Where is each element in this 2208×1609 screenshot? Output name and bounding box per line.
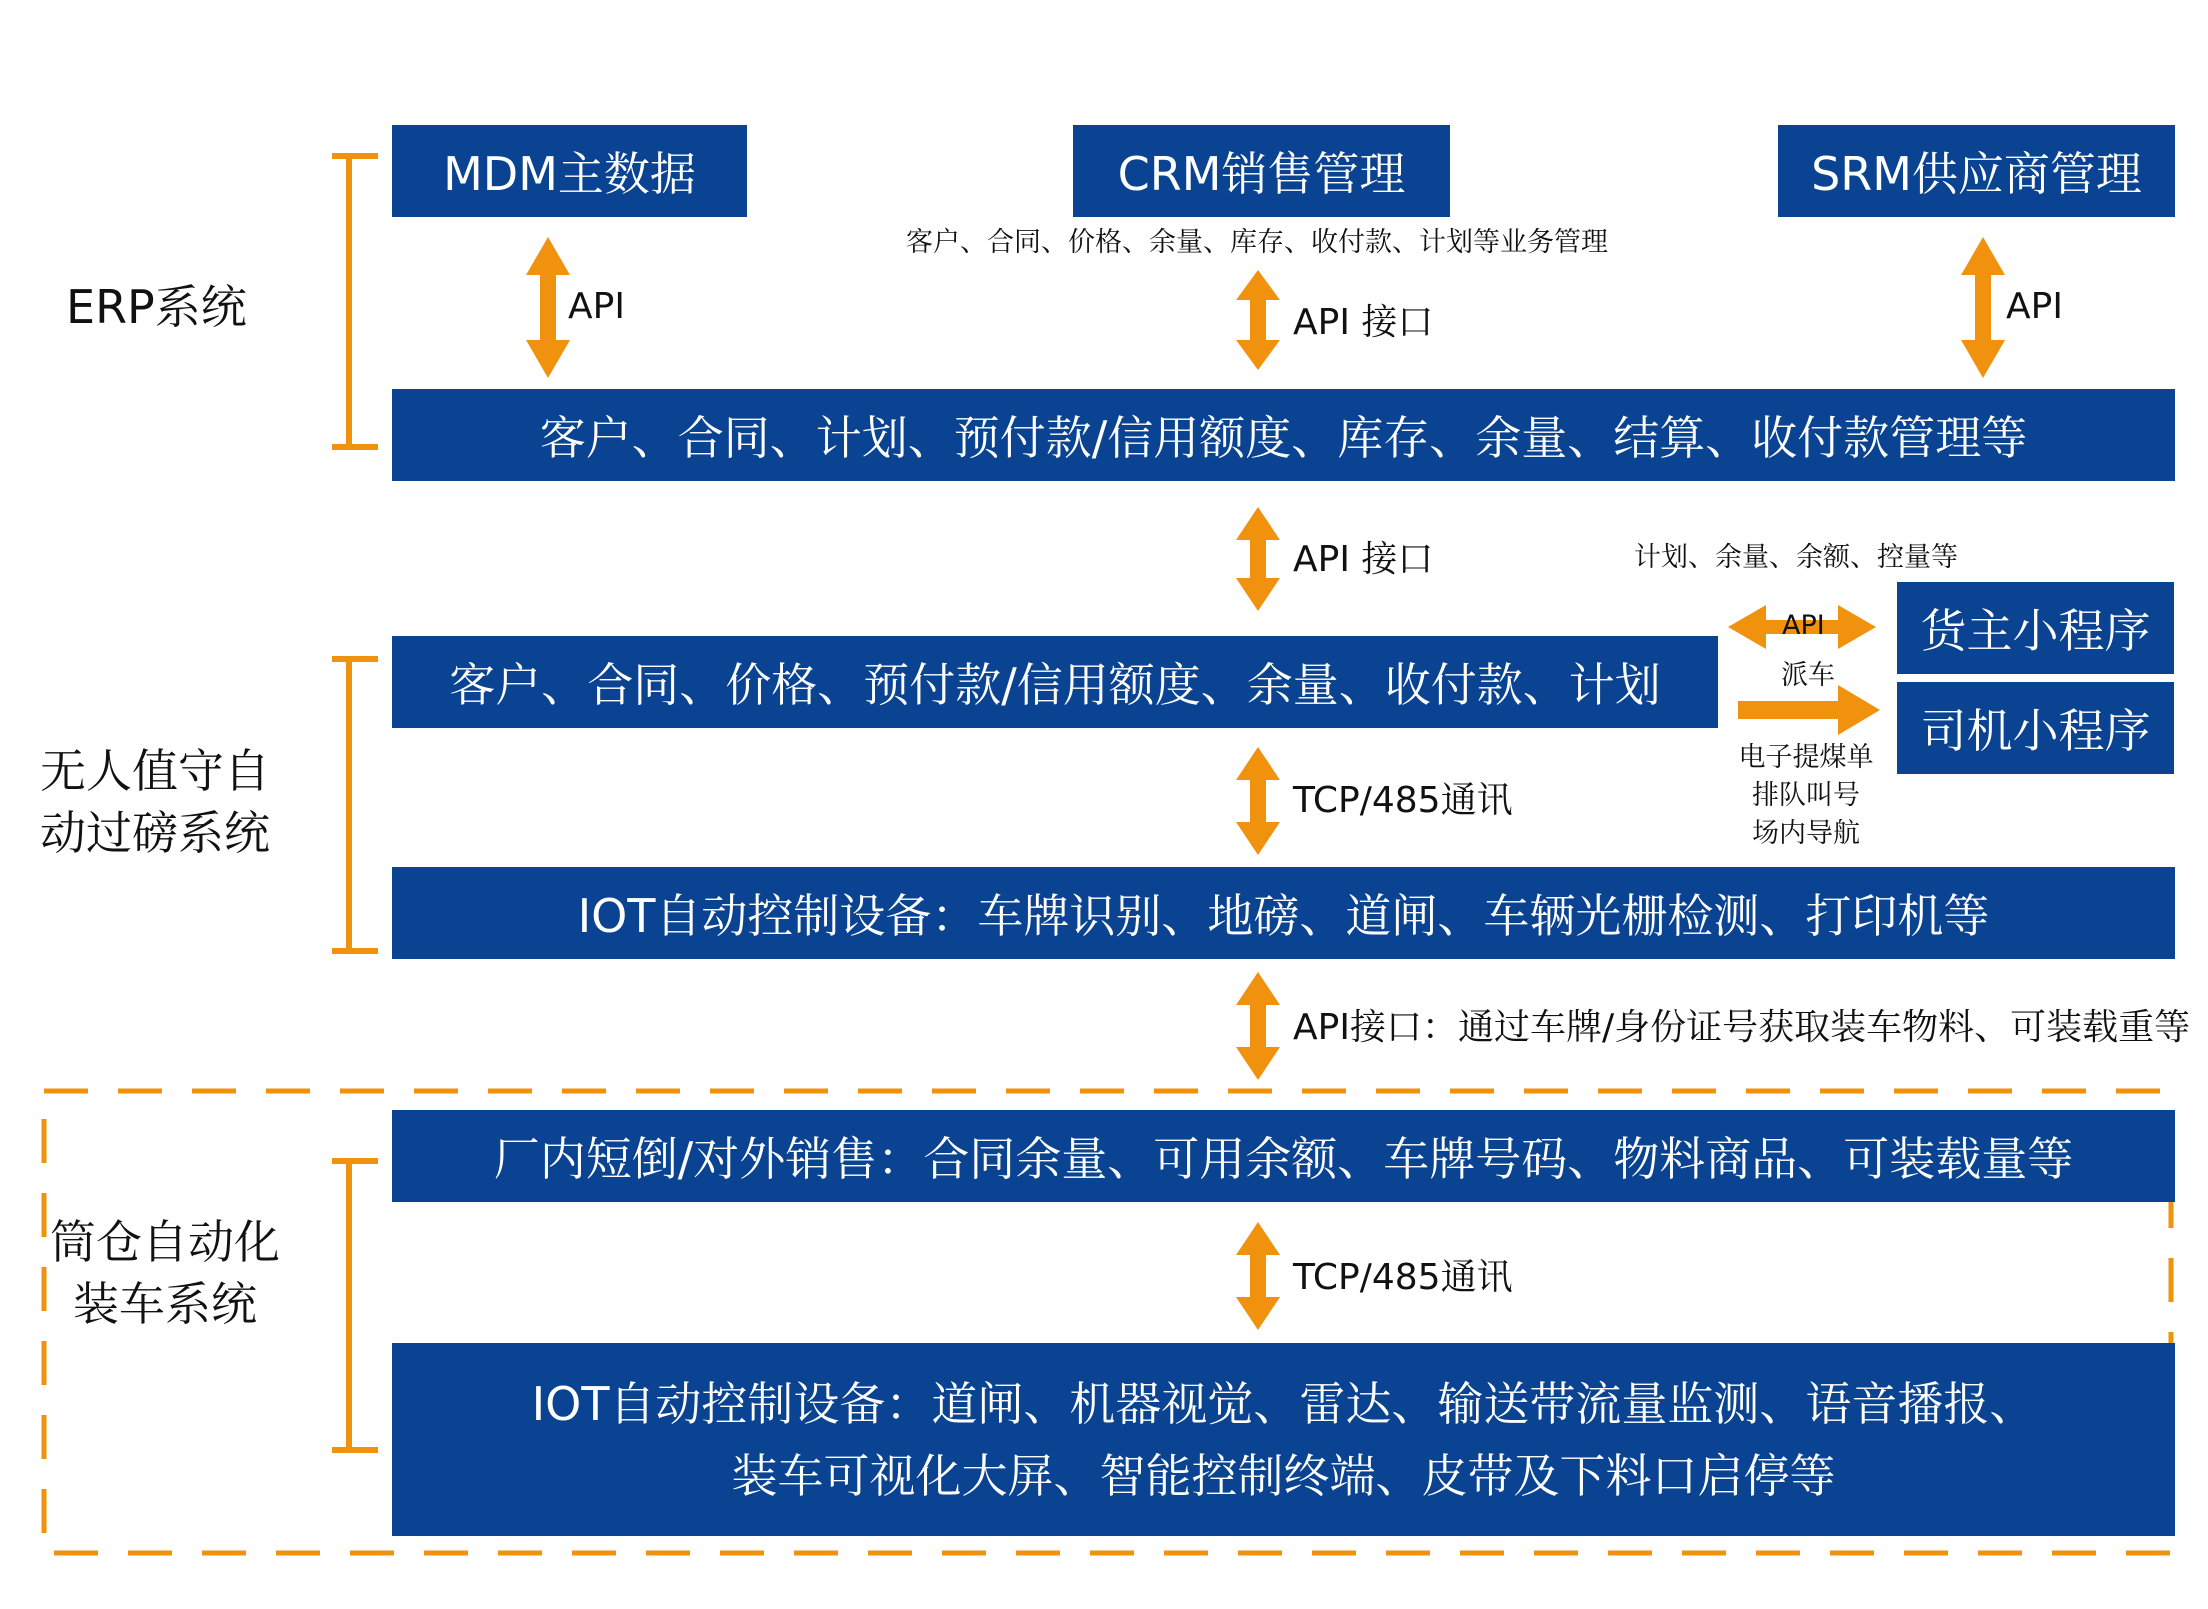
erp-bracket: [332, 153, 378, 450]
silo-iot-box: [392, 1343, 2175, 1536]
mdm-box: MDM主数据: [392, 125, 747, 217]
dispatch-arrow-driver: [1738, 685, 1880, 735]
weighing-iot-box: IOT自动控制设备：车牌识别、地磅、道闸、车辆光栅检测、打印机等: [392, 867, 2175, 959]
shipper-mini-program-box: 货主小程序: [1897, 582, 2174, 674]
driver-mini-program-box: 司机小程序: [1897, 682, 2174, 774]
tcp-arrow-weighing: [1236, 747, 1280, 855]
api-label-mdm: API: [568, 286, 625, 327]
dispatch-label: 派车: [1781, 660, 1835, 691]
tcp-label-silo: TCP/485通讯: [1293, 1257, 1513, 1298]
api-arrow-erp-weighing: [1236, 507, 1280, 611]
driver-features: [1738, 739, 1874, 853]
api-label-erp-weighing: API 接口: [1293, 539, 1434, 580]
silo-core-box: 厂内短倒/对外销售：合同余量、可用余额、车牌号码、物料商品、可装载量等: [392, 1110, 2175, 1202]
api-arrow-crm: [1236, 270, 1280, 370]
api-arrow-mdm: [526, 237, 570, 378]
api-label-crm: API 接口: [1293, 302, 1434, 343]
weighing-core-box: 客户、合同、价格、预付款/信用额度、余量、收付款、计划: [392, 636, 1718, 728]
driver-feature-item: 电子提煤单: [1738, 742, 1874, 773]
silo-system-label: 筒仓自动化 装车系统: [50, 1215, 280, 1331]
api-arrow-srm: [1961, 237, 2005, 378]
weighing-bracket: [332, 656, 378, 954]
crm-box: CRM销售管理: [1073, 125, 1450, 217]
weighing-system-label: 无人值守自 动过磅系统: [40, 744, 270, 860]
api-label-srm: API: [2006, 286, 2063, 327]
silo-bracket: [332, 1158, 378, 1453]
tcp-label-weighing: TCP/485通讯: [1293, 780, 1513, 821]
erp-system-label: ERP系统: [66, 280, 247, 334]
mini-program-note: 计划、余量、余额、控量等: [1634, 542, 1958, 573]
silo-iot-line-1: IOT自动控制设备：道闸、机器视觉、雷达、输送带流量监测、语音播报、: [531, 1376, 2036, 1431]
driver-feature-item: 场内导航: [1752, 818, 1860, 849]
tcp-arrow-silo: [1236, 1222, 1280, 1330]
erp-core-box: 客户、合同、计划、预付款/信用额度、库存、余量、结算、收付款管理等: [392, 389, 2175, 481]
api-arrow-weighing-silo: [1236, 972, 1280, 1080]
api-label-shipper: API: [1782, 610, 1825, 641]
silo-iot-line-2: 装车可视化大屏、智能控制终端、皮带及下料口启停等: [731, 1448, 1836, 1503]
srm-box: SRM供应商管理: [1778, 125, 2175, 217]
api-label-weighing-silo: API接口：通过车牌/身份证号获取装车物料、可装载重等: [1293, 1007, 2191, 1048]
driver-feature-item: 排队叫号: [1752, 780, 1860, 811]
crm-note: 客户、合同、价格、余量、库存、收付款、计划等业务管理: [906, 227, 1608, 258]
